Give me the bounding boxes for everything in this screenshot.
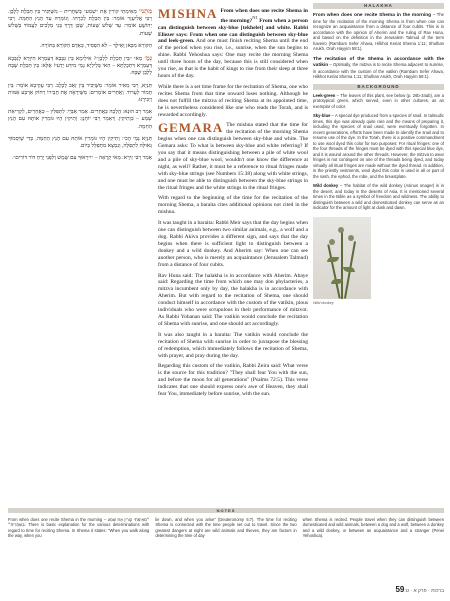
- background-note-3-text: The habitat of the wild donkey (Asinus onager) is in the desert, and today in the deserts of Asia. It is mentioned several times in the Bible as a symbol of freedom and wildness. The ability to distinguish between a wild and domesticated donkey can serve as an indicator for the amount of light at dusk and dawn.: [313, 183, 444, 210]
- mishna-question: From when does one recite Shema in the morning?: [220, 8, 308, 24]
- halakha-note-2-text: Optimally, the mitzva is to recite Shema adjacent to sunrise, in accordance with the custom of the vatikin (Rambam Sefer Ahava, Hilkhot Keriat Shema 1:11; Shulhan Arukh, Orah Hayyim 58:1).: [313, 62, 444, 79]
- gemara-paragraph: [158, 122, 308, 191]
- hebrew-paragraph-6: תַּנְיָא נָמֵי הָכִי: וָתִיקִין הָיוּ גּוֹמְרִין אוֹתָהּ עִם הָנֵץ הַחַמָּה, כְּדֵי שֶׁיִּסְמוֹךְ גְּאוּלָּה לִתְפִלָּה, וְנִמְצָא מִתְפַּלֵּל בַּיּוֹם.: [8, 135, 152, 150]
- gemara-paragraph-5: It was also taught in a baraita: The vatikin would conclude the recitation of Shema with sunrise in order to juxtapose the blessing of redemption, which immediately follows the recitation of Shema, with prayer, and pray during the day.: [158, 331, 308, 359]
- background-note-2: Sky-blue – A special dye produced from a species of snail. In talmudic times, this dye was already quite rare and the means of preparing it, including the species of snail used, were eventually forgotten. In recent generations, efforts have been made to identify the snail and to resume use of the dye. In the Torah, there is a positive commandment to use wool dyed this color for two purposes: For ritual fringes: one of the four threads of the fringes must be dyed with this special blue dye, and it is wound around the other threads. However, the mitzva to wear fringes is not contingent on one of the threads being dyed, and today virtually all ritual fringes are made without the dyed thread. In addition, in the priestly vestments, wool dyed this color is used in all or part of the sash, the ephod, the robe, and the breastplate.: [313, 113, 444, 179]
- notes-column-1: From when does one recite Shema in the morning – ״מֵאֵימָתַי קוֹרִין אֶת שְׁמַע בְּשַׁחֲרִית״: There is basic explanation for the various determinations with regard to time for reciting Shema. In Shema it states: "When you walk along the way, when you: [8, 517, 150, 538]
- gemara-paragraph-6: Regarding this custom of the vatikin, Rabbi Zeira said: What verse is the source for this tradition? "They shall fear You with the sun, and before the moon for all generations" (Psalms 72:5). This verse indicates that one should express one's awe of Heaven, they shall fear You, immediately before sunrise, with the sun.: [158, 363, 308, 398]
- notes-column-2: lie down, and when you arise" (Deuteronomy 6:7). The time for reciting Shema is connected with the time people set out to travel. Since the two greatest dangers at night are wild animals and thieves, they are factors in determining the time of day: [155, 517, 297, 538]
- mishna-paragraph-2: While there is a set time frame for the recitation of Shema, one who recites Shema from that time onward loses nothing. Although he does not fulfill the mitzva of reciting Shema at its appointed time, he is nevertheless considered like one who reads the Torah, and is rewarded accordingly.: [158, 83, 308, 118]
- page-number: 59: [395, 585, 405, 594]
- footer-label: ברכות · פרק א · ט:: [404, 588, 444, 594]
- background-note-2-term: Sky-blue: [313, 113, 331, 118]
- plant-leaf: [331, 279, 343, 284]
- hebrew-paragraph-7: אָמַר רַבִּי זֵירָא: מַאי קְרָאָה – ״יִירָאוּךָ עִם שָׁמֶשׁ וְלִפְנֵי יָרֵחַ דּוֹר דּוֹרִים״.: [11, 155, 152, 162]
- gemara-text-1: The mishna stated that the time for the recitation of the morning Shema begins when one can distinguish between sky-blue and white. The Gemara asks: To what is between sky-blue and white referring? If you say that it means distinguishing between a pile of white wool and a pile of sky-blue wool, wouldn't one know the difference at night, as well? Rather, it must be a reference to ritual fringes made with sky-blue strings (see Numbers 15:38) along with white strings, and one must be able to distinguish between the sky-blue strings in the ritual fringes and the white strings in the ritual fringes.: [158, 122, 308, 191]
- hebrew-gemara-text: מַאי ״בֵּין תְּכֵלֶת לְלָבָן״? אִילֵימָא בֵּין גַּבָּבָא דְּעַמְרָא חִיוָּרָא לְגַבָּבָא דְּעַמְרָא דִּתְכֶלְתָּא – הַאי בְּלֵילְיָא נָמֵי מִידַּע יָדְעִי! אֶלָּא: בֵּין תְּכֵלֶת שֶׁבָּהּ לְלָבָן שֶׁבָּהּ.: [8, 56, 152, 77]
- hebrew-gemara-paragraph: [8, 55, 152, 78]
- english-text-column: [158, 8, 308, 402]
- background-heading: BACKGROUND: [313, 84, 444, 90]
- background-note-3-term: Wild donkey: [313, 183, 339, 188]
- hebrew-mishna-text: מֵאֵימָתַי קוֹרִין אֶת ״שְׁמַע״ בְּשַׁחֲרִית – מִשֶּׁיַּכִּיר בֵּין תְּכֵלֶת לְלָבָן. רַבִּי אֱלִיעֶזֶר אוֹמֵר: בֵּין תְּכֵלֶת לְכַרְתִּי. וְגוֹמְרָהּ עַד הָנֵץ הַחַמָּה. רַבִּי יְהוֹשֻׁעַ אוֹמֵר: עַד שָׁלֹשׁ שָׁעוֹת, שֶׁכֵּן דֶּרֶךְ בְּנֵי מְלָכִים לַעֲמוֹד בְּשָׁלֹשׁ שָׁעוֹת.: [8, 9, 152, 37]
- gemara-paragraph-3: It was taught in a baraita: Rabbi Meir says that the day begins when one can distinguish between two similar animals, e.g., a wolf and a dog. Rabbi Akiva provides a different sign, and says that the day begins when there is sufficient light to distinguish between a donkey and a wild donkey. And Aherim say: When one can see another person, who is merely an acquaintance (Jerusalem Talmud) from a distance of four cubits.: [158, 220, 308, 268]
- gemara-paragraph-4: Rav Huna said: The halakha is in accordance with Aherim. Abaye said: Regarding the time from which one may don phylacteries, a mitzva incumbent only by day, the halakha is in accordance with Aherim. But with regard to the recitation of Shema, one should conduct himself in accordance with the custom of the vatikin, pious individuals who were scrupulous in their performance of mitzvot. As Rabbi Yohanan said: The vatikin would conclude the recitation of Shema with sunrise, and one should act accordingly.: [158, 272, 308, 327]
- halakha-note-1-title: From when does one recite Shema in the morning: [313, 13, 432, 18]
- note-marker: N1: [252, 14, 258, 20]
- mishna-paragraph: [158, 8, 308, 80]
- plant-leaf: [343, 267, 355, 272]
- notes-section: [8, 517, 444, 538]
- background-note-1-term: Leek-green: [313, 92, 336, 98]
- background-note-2-text: A special dye produced from a species of snail. In talmudic times, this dye was already quite rare and the means of preparing it, including the species of snail used, were eventually forgotten. In recent generations, efforts have been made to identify the snail and to resume use of the dye. In the Torah, there is a positive commandment to use wool dyed this color for two purposes: For ritual fringes: one of the four threads of the fringes must be dyed with this special blue dye, and it is wound around the other threads. However, the mitzva to wear fringes is not contingent on one of the threads being dyed, and today virtually all ritual fringes are made without the dyed thread. In addition, in the priestly vestments, wool dyed this color is used in all or part of the sash, the ephod, the robe, and the breastplate.: [313, 113, 444, 179]
- side-notes-column: [313, 3, 444, 306]
- gemara-heading: GEMARA: [158, 120, 224, 136]
- halakha-heading: HALAKHA: [313, 3, 444, 9]
- halakha-note-2: The recitation of the Shema in accordance with the vatikin – Optimally, the mitzva is to recite Shema adjacent to sunrise, in accordance with the custom of the vatikin (Rambam Sefer Ahava, Hilkhot Keriat Shema 1:11; Shulhan Arukh, Orah Hayyim 58:1).: [313, 56, 444, 79]
- background-note-1: Leek-green – The leaves of this plant, see below (p. 26b-34ab), are a prototypical green, which served, even in other cultures, as an exemplar of color.: [313, 92, 444, 109]
- mishna-heading: MISHNA: [158, 6, 218, 21]
- plant-stem: [341, 229, 343, 299]
- hebrew-paragraph-2: הַקּוֹרֵא מִכָּאן וָאֵילָךְ – לֹא הִפְסִיד, כְּאָדָם הַקּוֹרֵא בַּתּוֹרָה.: [40, 42, 152, 49]
- halakha-note-1-text: The time for the recitation of the morning Shema is from when one can recognize an acquaintance from a distance of four cubits. This is in accordance with the opinion of Aherim and the ruling of Rav Huna, and based on the definition in the Jerusalem Talmud of the term haveiro (Rambam Sefer Ahava, Hilkhot Keriat Shema 1:11; Shulhan Arukh, Orah Hayyim 58:1).: [313, 12, 444, 51]
- plant-seed: [329, 239, 335, 245]
- hebrew-paragraph-5: אָמַר רַב הוּנָא: הֲלָכָה כַּאֲחֵרִים. אָמַר אַבַּיֵּי: לִתְפִלִּין – כַּאֲחֵרִים, לִקְרִיאַת שְׁמַע – כִּוָתִיקִין. דְּאָמַר רַבִּי יוֹחָנָן: וָתִיקִין הָיוּ גּוֹמְרִין אוֹתָהּ עִם הָנֵץ הַחַמָּה.: [8, 109, 152, 130]
- plant-stem: [327, 244, 340, 298]
- halakha-note-1: From when does one recite Shema in the morning – The time for the recitation of the morning Shema is from when one can recognize an acquaintance from a distance of four cubits. This is in accordance with the opinion of Aherim and the ruling of Rav Huna, and based on the definition in the Jerusalem Talmud of the term haveiro (Rambam Sefer Ahava, Hilkhot Keriat Shema 1:11; Shulhan Arukh, Orah Hayyim 58:1).: [313, 12, 444, 51]
- hebrew-mishna-lead: מַתְנִי׳: [138, 8, 152, 15]
- halakha-note-2-title: The recitation of the Shema in accordance with the vatikin: [313, 56, 444, 68]
- notes-column-3: when Shema is recited. People travel when they can distinguish between domesticated and wild animals, between a dog and a wolf, between a donkey and a wild donkey, or between an acquaintance and a stranger (Penei Yehoshua).: [302, 517, 444, 538]
- hebrew-paragraph-4: תַּנְיָא, רַבִּי מֵאִיר אוֹמֵר: מִשֶּׁיַּכִּיר בֵּין זְאֵב לְכֶלֶב. רַבִּי עֲקִיבָא אוֹמֵר: בֵּין חֲמוֹר לְעָרוֹד. וַאֲחֵרִים אוֹמְרִים: מִשֶּׁיִּרְאֶה אֶת חֲבֵירוֹ רָחוֹק אַרְבַּע אַמּוֹת וְיַכִּירֶנּוּ.: [8, 82, 152, 104]
- notes-heading: NOTES: [8, 508, 444, 513]
- page-footer: [356, 585, 444, 594]
- gemara-paragraph-2: With regard to the beginning of the time for the recitation of the morning Shema, a baraita cites additional opinions not cited in the mishna.: [158, 195, 308, 216]
- plant-seed: [338, 227, 344, 233]
- mishna-rest: And one must finish reciting Shema until the end of the period when you rise, i.e., sunrise, when the sun begins to shine. Rabbi Yehoshua says: One may recite the morning Shema until three hours of the day, because this is still considered when you rise, as that is the habit of kings to rise from their sleep at three hours of the day.: [158, 38, 308, 79]
- wild-donkey-image: [313, 217, 371, 299]
- mishna-answer: From when a person can distinguish between sky-blue [tekhelet] and white.: [158, 17, 308, 31]
- plant-leaf: [327, 257, 339, 262]
- background-note-3: Wild donkey – The habitat of the wild donkey (Asinus onager) is in the desert, and today in the deserts of Asia. It is mentioned several times in the Bible as a symbol of freedom and wildness. The ability to distinguish between a wild and domesticated donkey can serve as an indicator for the amount of light at dusk and dawn.: [313, 183, 444, 210]
- plant-seed: [348, 235, 354, 241]
- hebrew-text-column: [8, 8, 152, 167]
- mishna-eliezer: Rabbi Eliezer says: From when one can distinguish between sky-blue and leek-green.: [158, 24, 308, 45]
- image-caption: Wild donkey: [313, 300, 334, 305]
- hebrew-mishna-paragraph: [8, 8, 152, 38]
- background-note-1-text: The leaves of this plant, see below (p. 26b-34ab), are a prototypical green, which served, even in other cultures, as an exemplar of color.: [313, 92, 444, 109]
- hebrew-gemara-lead: גְּמָ׳: [144, 55, 152, 63]
